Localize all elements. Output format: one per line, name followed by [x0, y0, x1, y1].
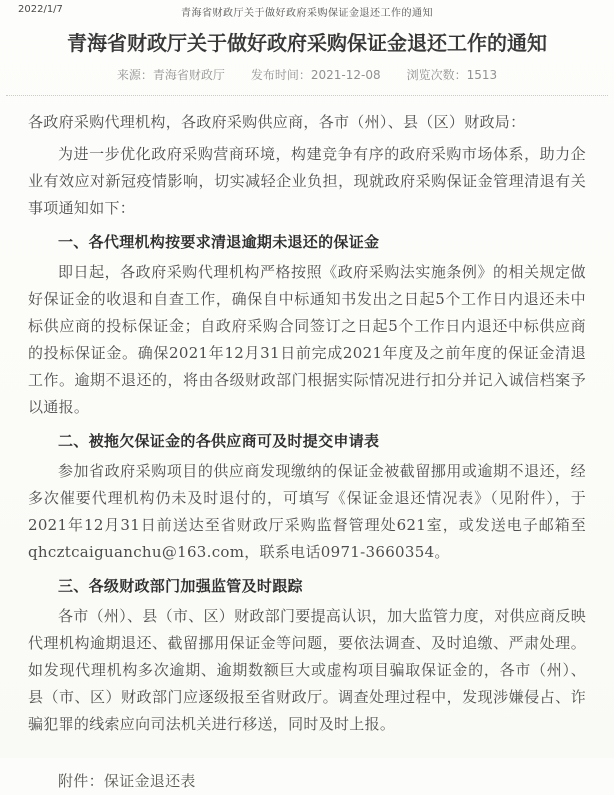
- meta-source: 来源：青海省财政厅: [116, 68, 225, 82]
- print-page-title: 青海省财政厅关于做好政府采购保证金退还工作的通知: [181, 8, 433, 19]
- attachment-line: 附件：保证金退还表: [58, 772, 196, 790]
- article-title: 青海省财政厅关于做好政府采购保证金退还工作的通知: [67, 31, 547, 55]
- browser-print-header: [0, 0, 614, 19]
- print-date: 2022/1/7: [18, 4, 63, 15]
- intro-paragraph: 为进一步优化政府采购营商环境，构建竞争有序的政府采购市场体系，助力企业有效应对新冠疫情影响，切实减轻企业负担，现就政府采购保证金管理清退有关事项通知如下：: [28, 145, 586, 217]
- salutation-line: 各政府采购代理机构，各政府采购供应商，各市（州）、县（区）财政局：: [28, 113, 526, 131]
- article-meta: [0, 66, 614, 83]
- section-2-paragraph: 参加省政府采购项目的供应商发现缴纳的保证金被截留挪用或逾期不退还，经多次催要代理机构仍未及时退付的，可填写《保证金退还情况表》（见附件），于2021年12月31日前送达至省财政厅采购监督管理处621室，或发送电子邮箱至qhcztcaiguanchu@163.com，联系电话0971-3660354。: [28, 462, 586, 561]
- notice-body: [0, 96, 614, 795]
- meta-publish-time: 发布时间：2021-12-08: [250, 68, 381, 82]
- section-3-paragraph: 各市（州）、县（市、区）财政部门要提高认识，加大监管力度，对供应商反映代理机构逾期退还、截留挪用保证金等问题，要依法调查、及时追缴、严肃处理。如发现代理机构多次逾期、逾期数额巨大或虚构项目骗取保证金的，各市（州）、县（市、区）财政部门应逐级报至省财政厅。调查处理过程中，发现涉嫌侵占、诈骗犯罪的线索应向司法机关进行移送，同时及时上报。: [28, 607, 587, 733]
- meta-view-count: 浏览次数：1513: [406, 68, 498, 82]
- section-1-heading: 一、各代理机构按要求清退逾期未退还的保证金: [58, 233, 380, 251]
- section-1-paragraph: 即日起，各政府采购代理机构严格按照《政府采购法实施条例》的相关规定做好保证金的收退和自查工作，确保自中标通知书发出之日起5个工作日内退还未中标供应商的投标保证金；自政府采购合同签订之日起5个工作日内退还中标供应商的投标保证金。确保2021年12月31日前完成2021年度及之前年度的保证金清退工作。逾期不退还的，将由各级财政部门根据实际情况进行扣分并记入诚信档案予以通报。: [28, 263, 586, 416]
- section-3-heading: 三、各级财政部门加强监管及时跟踪: [58, 577, 303, 595]
- section-2-heading: 二、被拖欠保证金的各供应商可及时提交申请表: [58, 432, 380, 450]
